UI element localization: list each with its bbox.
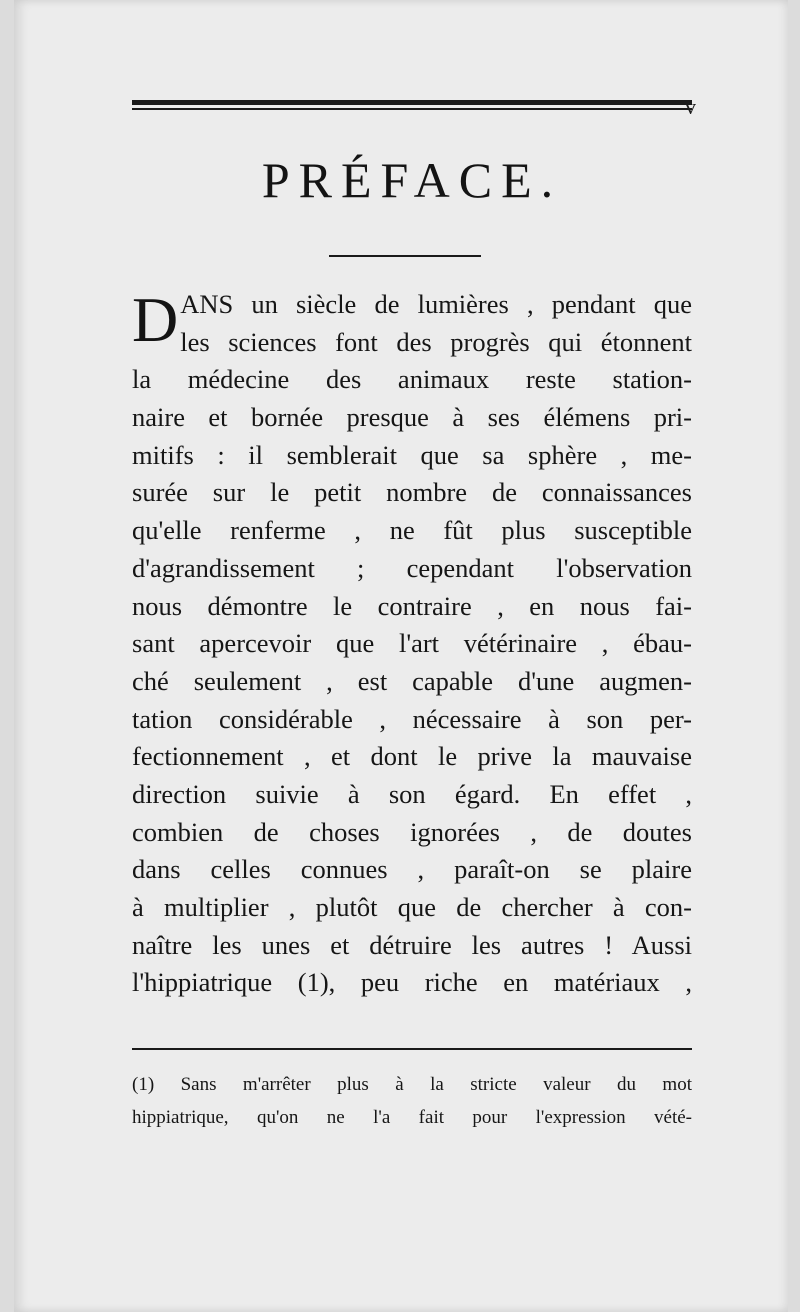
text-line: ché seulement , est capable d'une augmen- [132,665,692,696]
text-line: sant apercevoir que l'art vétérinaire , ébau- [132,628,692,659]
footnote-line: (1) Sans m'arrêter plus à la stricte valeur du mot [132,1074,692,1095]
footnote-line: hippiatrique, qu'on ne l'a fait pour l'expression vété- [132,1107,692,1128]
title-underline [329,255,481,257]
footnote [132,1068,692,1134]
body-text [132,286,692,1002]
text-line: d'agrandissement ; cependant l'observation [132,552,692,583]
first-line: ANS un siècle de lumières , pendant que [180,289,692,319]
header-rule-thin [132,108,692,110]
text-line: la médecine des animaux reste station- [132,364,692,395]
footnote-rule [132,1048,692,1050]
drop-cap: D [132,284,179,355]
text-line: à multiplier , plutôt que de chercher à con- [132,892,692,922]
header-double-rule [132,94,696,119]
text-line: nous démontre le contraire , en nous fai- [132,590,692,621]
text-line: naire et bornée presque à ses élémens pri- [132,402,692,433]
text-line: dans celles connues , paraît-on se plaire [132,854,692,885]
book-page [14,0,788,1312]
text-line: naître les unes et détruire les autres ! Aussi [132,929,692,960]
text-line: l'hippiatrique (1), peu riche en matériaux , [132,967,692,998]
text-line: direction suivie à son égard. En effet , [132,778,692,809]
running-head-mark: v [685,94,696,119]
page-title: PRÉFACE. [261,152,563,208]
text-line: tation considérable , nécessaire à son per- [132,703,692,734]
text-line: combien de choses ignorées , de doutes [132,816,692,847]
text-line: surée sur le petit nombre de connaissances [132,477,692,508]
text-line: les sciences font des progrès qui étonnent [180,326,692,357]
text-line: mitifs : il semblerait que sa sphère , me- [132,439,692,470]
text-line: fectionnement , et dont le prive la mauvaise [132,741,692,772]
header-rule-thick [132,100,692,105]
text-line: qu'elle renferme , ne fût plus susceptible [132,515,692,546]
